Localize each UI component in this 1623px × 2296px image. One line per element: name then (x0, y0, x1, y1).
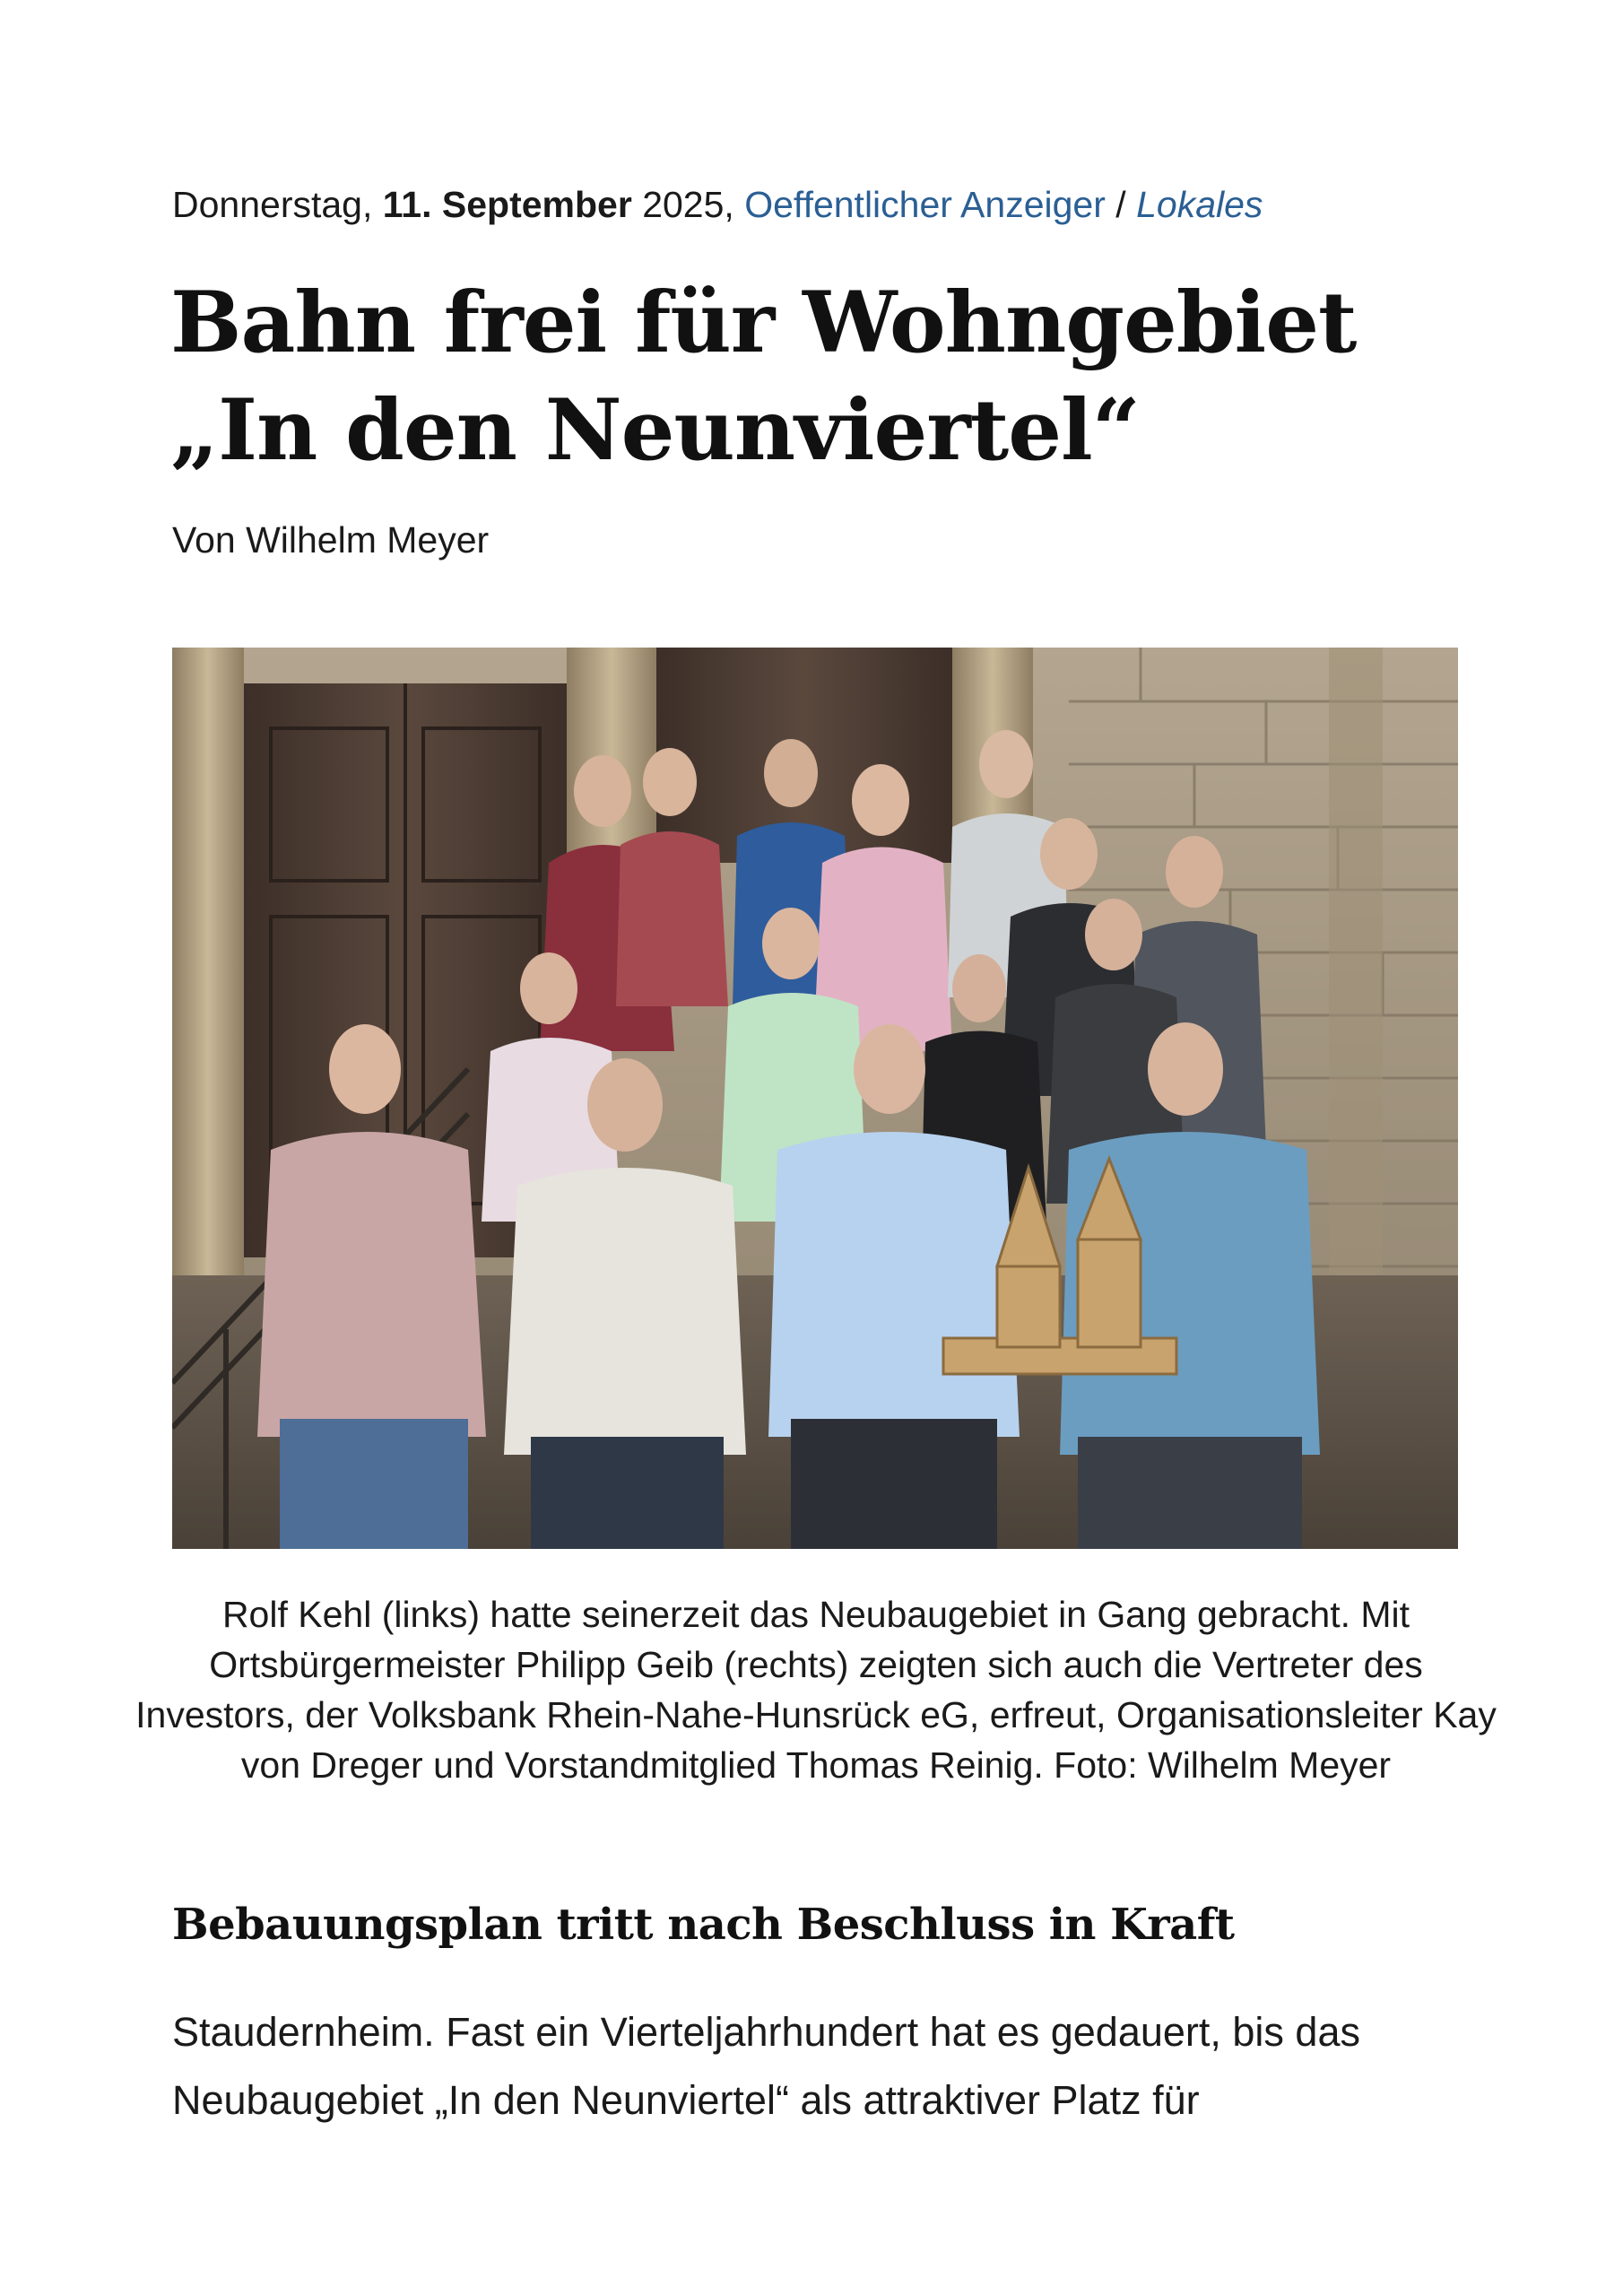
dateline-date: 11. September (382, 184, 632, 225)
dateline (172, 176, 1263, 233)
article-body: Staudernheim. Fast ein Vierteljahrhundert hat es gedauert, bis das Neubaugebiet „In den Neunviertel“ als attraktiver Platz für (172, 2009, 1360, 2123)
article-headline: Bahn frei für Wohngebiet „In den Neunviertel“ (170, 274, 1357, 480)
dateline-separator: / (1115, 184, 1126, 225)
group-photo-illustration (172, 648, 1458, 1549)
article-subheading: Bebauungsplan tritt nach Beschluss in Kraft (172, 1900, 1235, 1950)
publication-link[interactable]: Oeffentlicher Anzeiger (744, 184, 1106, 225)
section-link[interactable]: Lokales (1136, 184, 1263, 225)
article-photo (172, 648, 1458, 1549)
dateline-weekday: Donnerstag, (172, 184, 373, 225)
photo-caption: Rolf Kehl (links) hatte seinerzeit das Neubaugebiet in Gang gebracht. Mit Ortsbürgermeister Philipp Geib (rechts) zeigten sich auch die Vertreter des Investors, der Volksbank Rhein-Nahe-Hunsrück eG, erfreut, Organisationsleiter Kay von Dreger und Vorstandmitglied Thomas Reinig. Foto: Wilhelm Meyer (135, 1594, 1497, 1786)
dateline-year: 2025, (642, 184, 734, 225)
article-byline: Von Wilhelm Meyer (172, 519, 490, 561)
